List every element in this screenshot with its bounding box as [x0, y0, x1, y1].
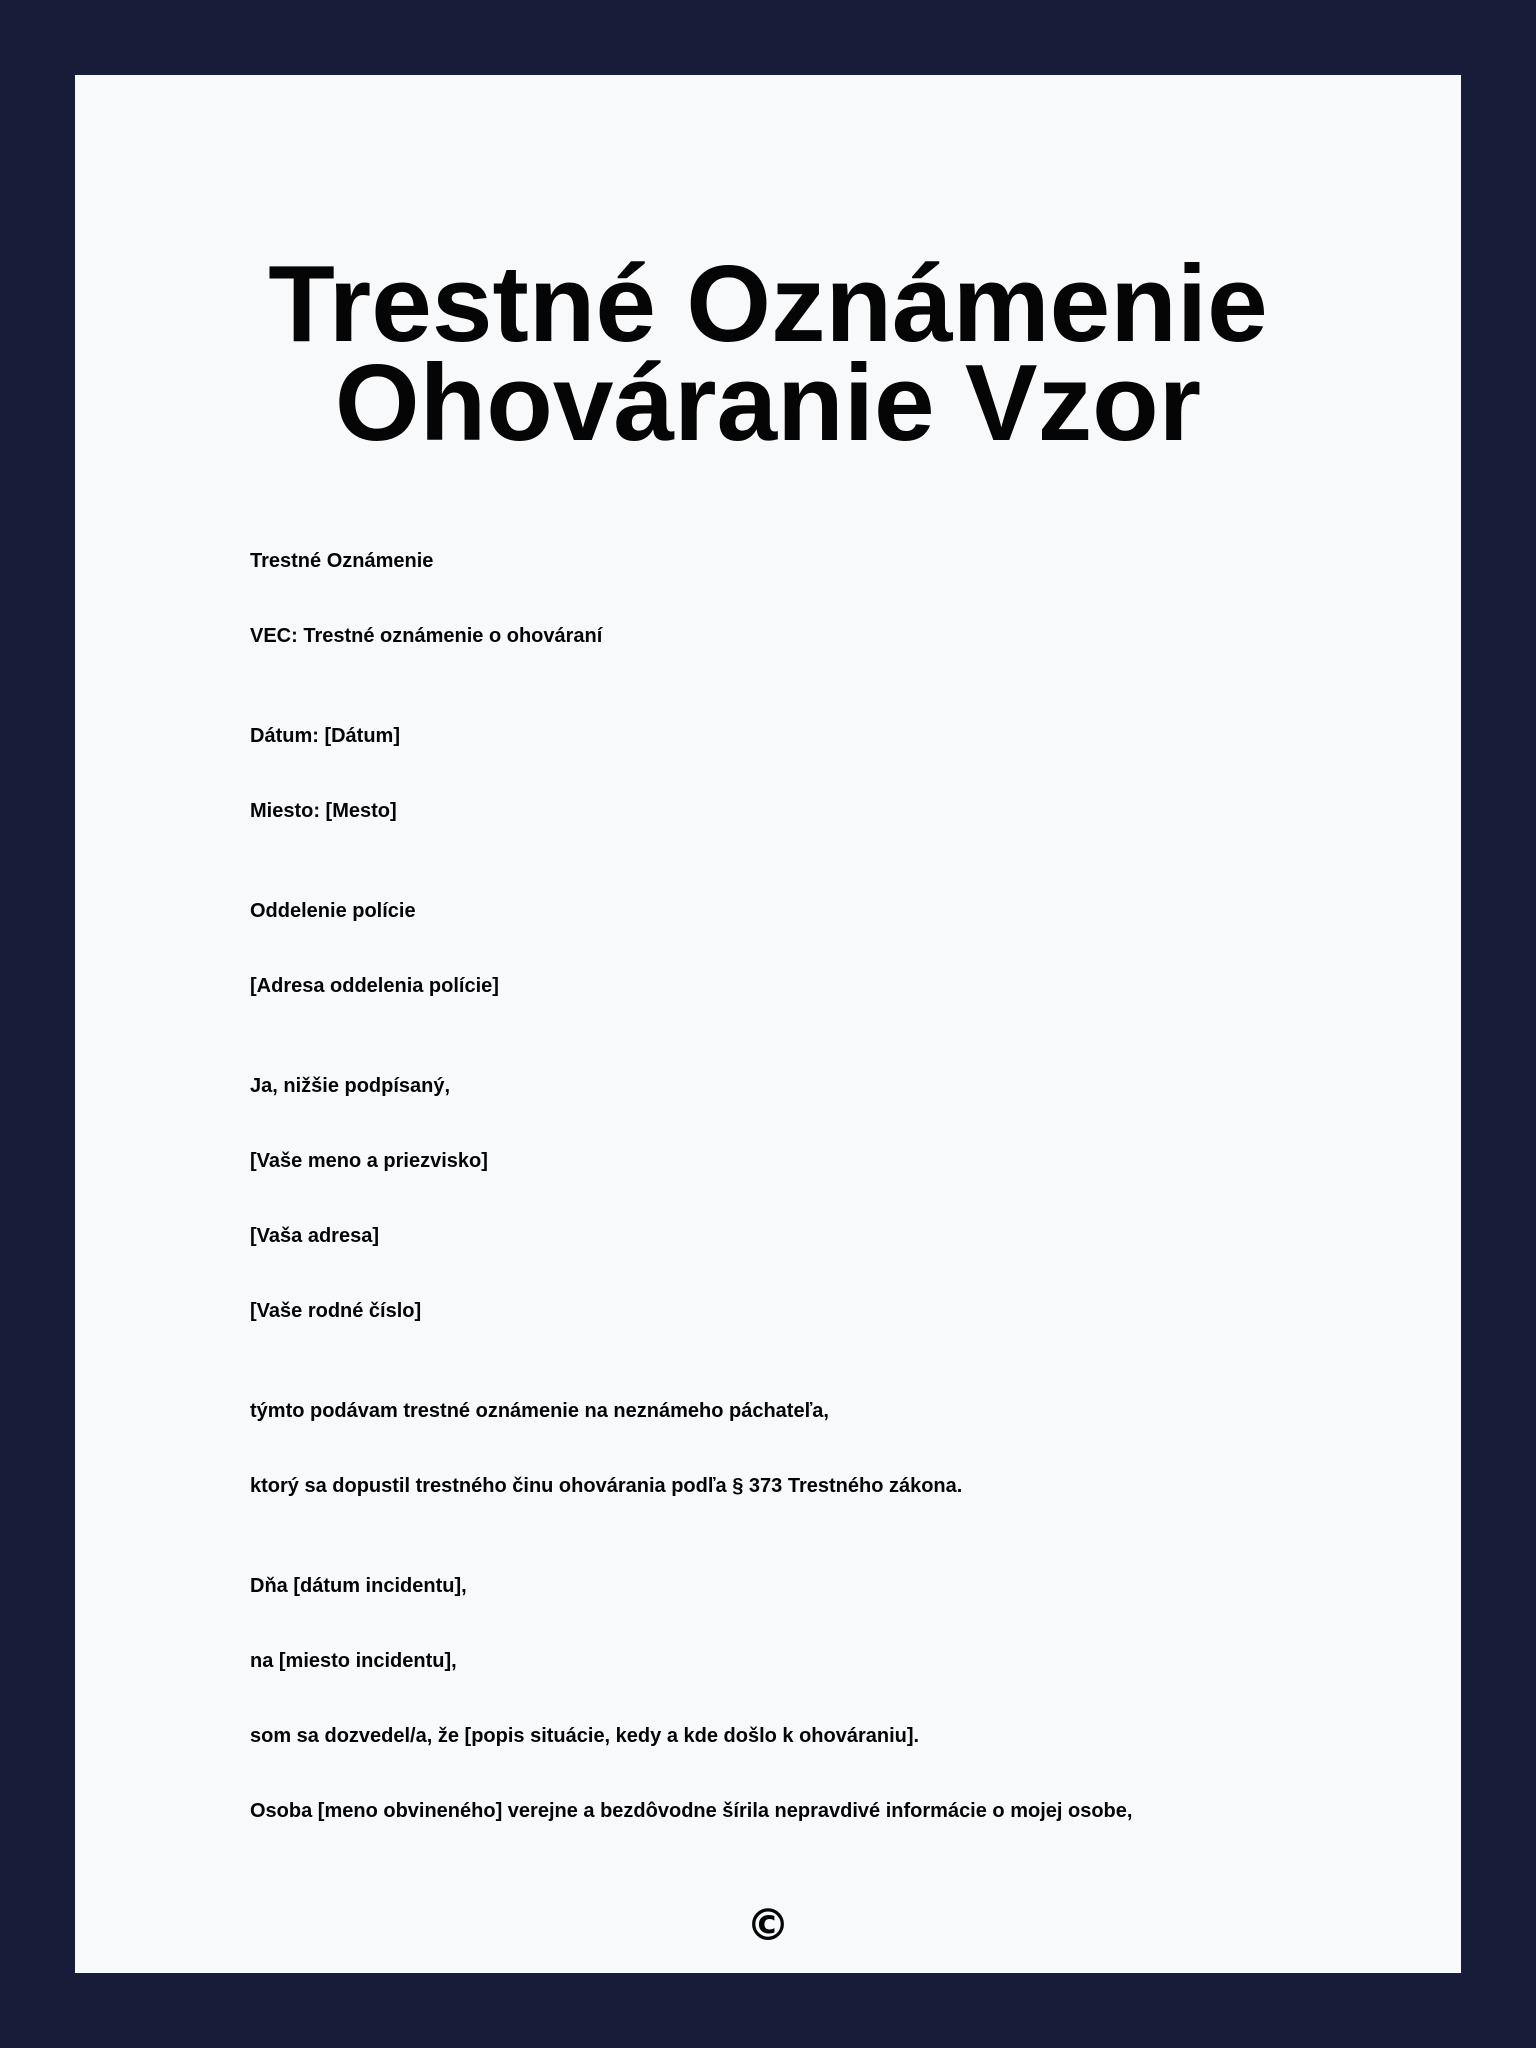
applicant-id-number: [Vaše rodné číslo] [250, 1300, 422, 1322]
body-line: Osoba [meno obvineného] verejne a bezdôvodne šírila nepravdivé informácie o mojej osobe, [250, 1800, 1133, 1822]
body-line: som sa dozvedel/a, že [popis situácie, kedy a kde došlo k ohováraniu]. [250, 1725, 920, 1747]
body-line: Dňa [dátum incidentu], [250, 1575, 467, 1597]
subject-line: VEC: Trestné oznámenie o ohováraní [250, 625, 603, 647]
applicant-name: [Vaše meno a priezvisko] [250, 1150, 488, 1172]
date-line: Dátum: [Dátum] [250, 725, 400, 747]
body-line: týmto podávam trestné oznámenie na neznámeho páchateľa, [250, 1400, 829, 1422]
applicant-address: [Vaša adresa] [250, 1225, 379, 1247]
document-heading: Trestné Oznámenie [250, 550, 434, 572]
place-line: Miesto: [Mesto] [250, 800, 397, 822]
document-title-line-2: Ohováranie Vzor [334, 342, 1202, 464]
document-title [0, 243, 1536, 464]
recipient-name: Oddelenie polície [250, 900, 416, 922]
body-line: ktorý sa dopustil trestného činu ohovárania podľa § 373 Trestného zákona. [250, 1475, 963, 1497]
intro-line: Ja, nižšie podpísaný, [250, 1075, 451, 1097]
recipient-address: [Adresa oddelenia polície] [250, 975, 499, 997]
body-line: na [miesto incidentu], [250, 1650, 457, 1672]
copyright-icon: © [746, 1900, 790, 1951]
document-title-line-1: Trestné Oznámenie [268, 243, 1268, 365]
